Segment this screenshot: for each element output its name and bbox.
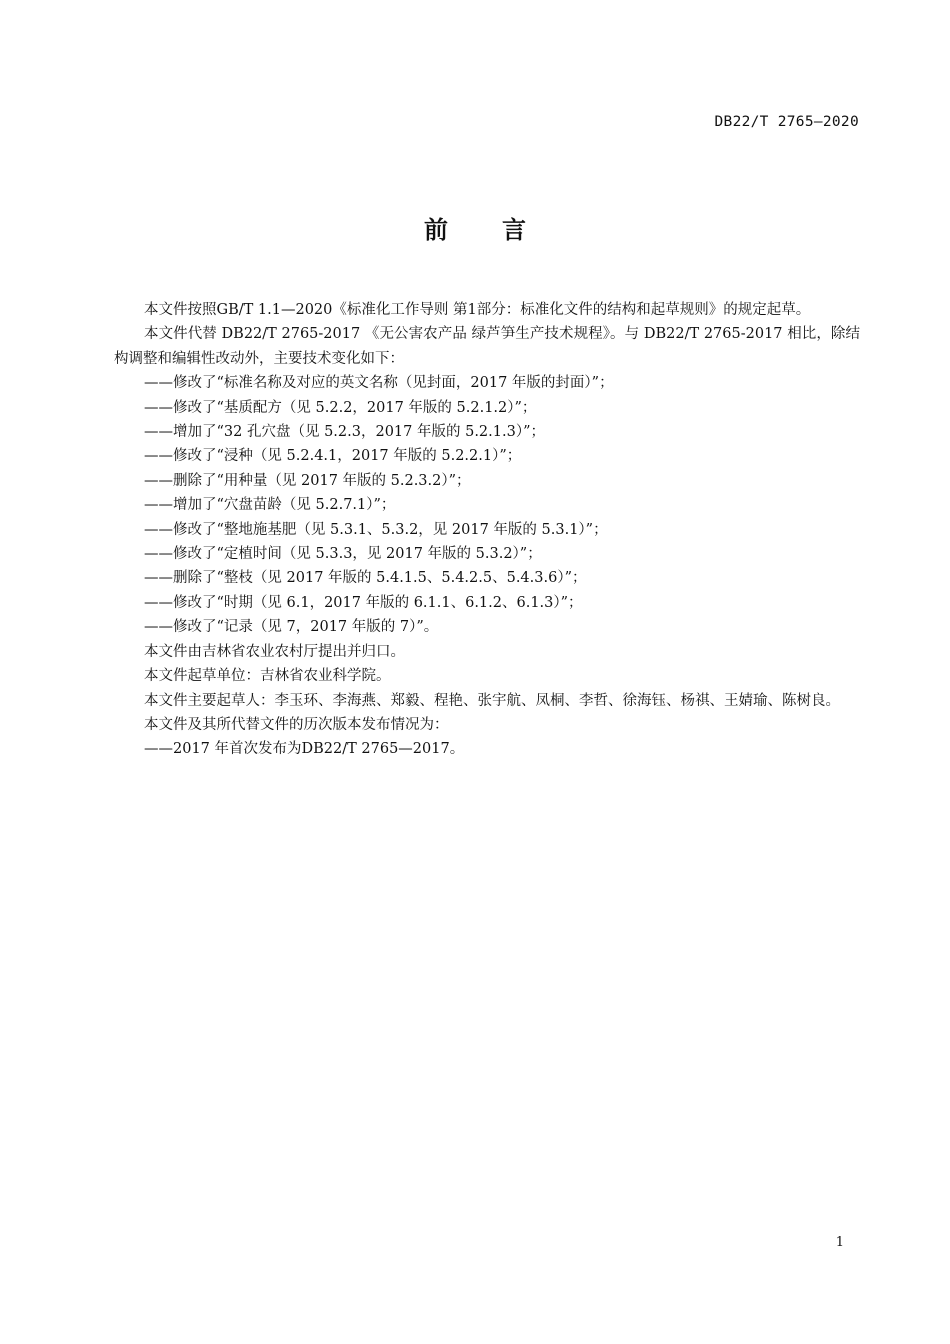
change-item: ——删除了“整枝（见 2017 年版的 5.4.1.5、5.4.2.5、5.4.3.6）”；: [144, 570, 587, 587]
page-number: 1: [835, 1235, 844, 1250]
change-item: ——修改了“时期（见 6.1，2017 年版的 6.1.1、6.1.2、6.1.3）”；: [144, 594, 583, 611]
change-item: ——修改了“整地施基肥（见 5.3.1、5.3.2，见 2017 年版的 5.3.1）”；: [144, 521, 608, 538]
paragraph-drafters: 本文件主要起草人：李玉环、李海燕、郑毅、程艳、张宇航、凤桐、李哲、徐海钰、杨祺、王婧瑜、陈树良。: [144, 692, 840, 709]
document-code: DB22/T 2765—2020: [714, 114, 859, 130]
paragraph-drafting-unit: 本文件起草单位：吉林省农业科学院。: [144, 668, 391, 685]
change-item: ——修改了“浸种（见 5.2.4.1，2017 年版的 5.2.2.1）”；: [144, 448, 522, 465]
paragraph-drafting-rules: 本文件按照GB/T 1.1—2020《标准化工作导则 第1部分：标准化文件的结构和起草规则》的规定起草。: [144, 302, 811, 318]
change-item: ——修改了“标准名称及对应的英文名称（见封面，2017 年版的封面）”；: [144, 375, 614, 392]
change-item: ——增加了“穴盘苗龄（见 5.2.7.1）”；: [144, 497, 396, 514]
paragraph-replacement: 本文件代替 DB22/T 2765-2017 《无公害农产品 绿芦笋生产技术规程》。与 DB22/T 2765-2017 相比，除结构调整和编辑性改动外，主要技术变化如下：: [114, 326, 860, 367]
change-item: ——增加了“32 孔穴盘（见 5.2.3，2017 年版的 5.2.1.3）”；: [144, 424, 545, 441]
paragraph-version-history: 本文件及其所代替文件的历次版本发布情况为：: [144, 716, 449, 733]
page-title: 前言: [424, 216, 580, 244]
foreword-body: [114, 298, 860, 762]
history-item: ——2017 年首次发布为DB22/T 2765—2017。: [144, 741, 465, 758]
change-item: ——修改了“定植时间（见 5.3.3，见 2017 年版的 5.3.2）”；: [144, 546, 542, 563]
paragraph-proposer: 本文件由吉林省农业农村厅提出并归口。: [144, 643, 405, 660]
change-item: ——修改了“记录（见 7，2017 年版的 7）”。: [144, 619, 439, 636]
change-item: ——修改了“基质配方（见 5.2.2，2017 年版的 5.2.1.2）”；: [144, 399, 537, 416]
change-item: ——删除了“用种量（见 2017 年版的 5.2.3.2）”；: [144, 472, 471, 489]
